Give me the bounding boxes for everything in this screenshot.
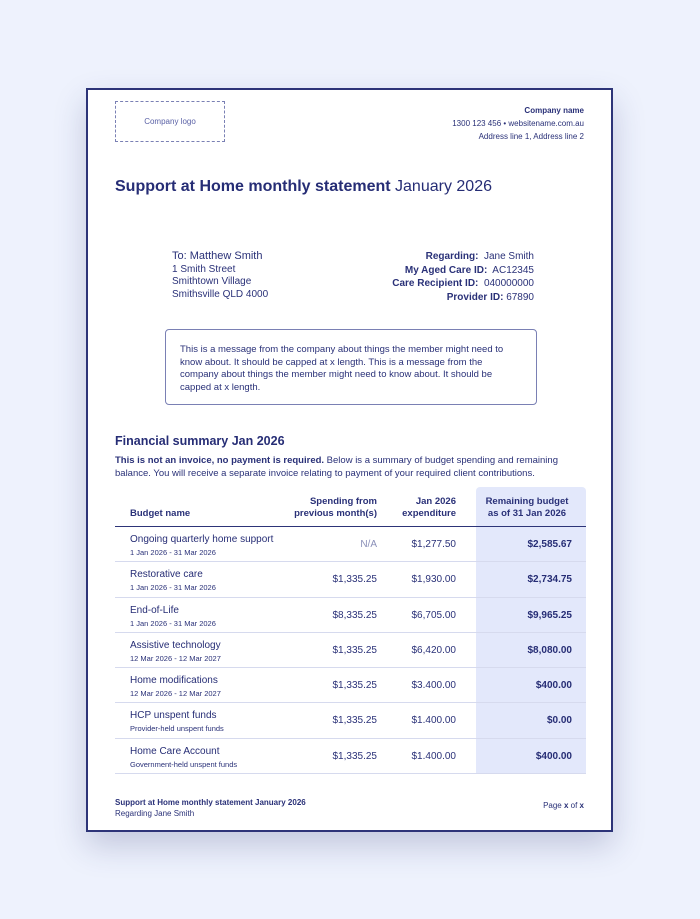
previous-spending: $1,335.25 <box>332 715 377 727</box>
table-row <box>115 739 586 774</box>
table-header <box>115 487 586 527</box>
month-expenditure: $1.400.00 <box>411 750 456 762</box>
remaining-budget: $2,585.67 <box>527 539 572 550</box>
current-page: x <box>563 801 569 810</box>
previous-spending: N/A <box>360 539 377 550</box>
company-contact: 1300 123 456 • websitename.com.au <box>452 119 584 128</box>
table-row <box>115 598 586 633</box>
company-logo-placeholder <box>115 101 225 142</box>
budget-period: Government-held unspent funds <box>130 759 238 769</box>
logo-label: Company logo <box>144 117 196 126</box>
company-details <box>452 104 584 143</box>
month-expenditure: $1,930.00 <box>411 574 456 586</box>
notice-text: Below is a summary of budget spending and remaining balance. You will receive a separate invoice relating to payment of your required client contributions. <box>115 455 558 479</box>
column-header-budget-name: Budget name <box>130 508 191 519</box>
reference-my-aged-care-id: My Aged Care ID: AC12345 <box>404 264 534 276</box>
budget-period: 1 Jan 2026 - 31 Mar 2026 <box>130 548 216 557</box>
previous-spending: $1,335.25 <box>332 680 377 692</box>
statement-page <box>86 88 613 832</box>
table-row <box>115 527 586 562</box>
budget-name: Home modifications <box>130 675 218 687</box>
remaining-budget: $2,734.75 <box>527 574 572 586</box>
budget-name: Home Care Account <box>130 745 220 757</box>
recipient-name: To: Matthew Smith <box>172 250 263 262</box>
budget-name: Assistive technology <box>130 639 221 651</box>
table-row <box>115 703 586 738</box>
month-expenditure: $1.400.00 <box>411 715 456 727</box>
remaining-budget: $0.00 <box>546 715 572 727</box>
reference-provider-id: Provider ID: 67890 <box>446 291 534 303</box>
address-line: Smithtown Village <box>172 276 252 287</box>
budget-name: Ongoing quarterly home support <box>130 534 274 545</box>
address-line: Smithsville QLD 4000 <box>172 288 269 300</box>
remaining-budget: $9,965.25 <box>527 609 572 621</box>
budget-name: Restorative care <box>130 569 203 581</box>
remaining-budget: $400.00 <box>535 680 572 692</box>
reference-care-recipient-id: Care Recipient ID: 040000000 <box>392 278 534 289</box>
address-line: 1 Smith Street <box>172 263 236 275</box>
reference-regarding: Regarding: Jane Smith <box>425 251 534 262</box>
column-header-remaining-budget: Remaining budget as of 31 Jan 2026 <box>485 496 569 519</box>
company-message-text: This is a message from the company about things the member might need to know about. It should be capped at x length. This is a message from the company about things the member might need to know about. It should be capped at x length. <box>180 344 504 393</box>
budget-period: 1 Jan 2026 - 31 Mar 2026 <box>130 618 216 628</box>
previous-spending: $8,335.25 <box>332 609 377 621</box>
budget-table <box>115 487 586 774</box>
financial-summary-title: Financial summary Jan 2026 <box>115 434 285 448</box>
company-address: Address line 1, Address line 2 <box>478 132 584 141</box>
total-pages: x <box>579 801 584 810</box>
month-expenditure: $6,420.00 <box>411 644 456 656</box>
budget-period: 12 Mar 2026 - 12 Mar 2027 <box>130 689 221 699</box>
budget-name: End-of-Life <box>130 604 179 616</box>
footer-statement-info <box>115 797 306 819</box>
statement-title-period: January 2026 <box>395 178 492 195</box>
remaining-budget: $400.00 <box>535 750 572 762</box>
company-name: Company name <box>524 106 584 115</box>
recipient-address <box>172 250 268 301</box>
month-expenditure: $3.400.00 <box>411 680 456 692</box>
previous-spending: $1,335.25 <box>332 574 377 586</box>
statement-title-main: Support at Home monthly statement <box>115 178 391 195</box>
column-header-previous-spending: Spending from previous month(s) <box>294 496 377 519</box>
table-row <box>115 668 586 703</box>
statement-title <box>115 178 492 196</box>
footer-title: Support at Home monthly statement January 2026 <box>115 798 306 807</box>
month-expenditure: $1,277.50 <box>411 539 456 550</box>
table-row <box>115 562 586 597</box>
reference-details <box>392 250 534 304</box>
previous-spending: $1,335.25 <box>332 750 377 762</box>
table-row <box>115 633 586 668</box>
month-expenditure: $6,705.00 <box>411 609 456 621</box>
financial-summary-notice <box>115 454 575 480</box>
budget-period: Provider-held unspent funds <box>130 724 224 734</box>
footer-regarding: Regarding Jane Smith <box>115 809 195 818</box>
budget-period: 1 Jan 2026 - 31 Mar 2026 <box>130 583 216 593</box>
column-header-month-expenditure: Jan 2026 expenditure <box>402 496 456 519</box>
previous-spending: $1,335.25 <box>332 644 377 656</box>
budget-period: 12 Mar 2026 - 12 Mar 2027 <box>130 653 221 663</box>
remaining-budget: $8,080.00 <box>527 644 572 656</box>
company-message-box <box>165 329 537 405</box>
not-invoice-notice: This is not an invoice, no payment is required. <box>115 455 325 466</box>
budget-name: HCP unspent funds <box>130 710 217 722</box>
page-number: Page x of x <box>543 801 584 810</box>
